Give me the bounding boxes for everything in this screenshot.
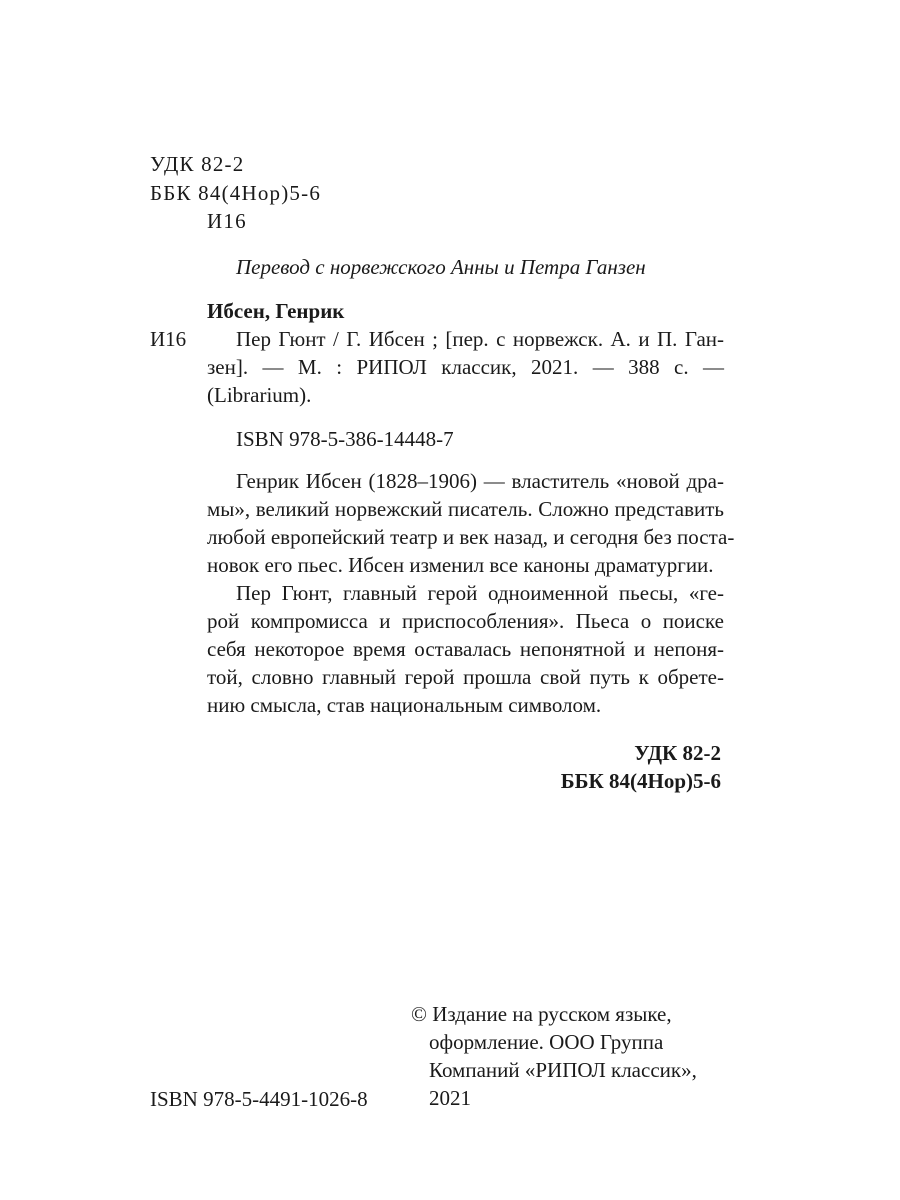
copyright-line: оформление. ООО Группа <box>429 1030 664 1054</box>
translator-note: Перевод с норвежского Анны и Петра Ганзен <box>236 255 646 279</box>
annotation-line: рой компромисса и приспособления». Пьеса о поиске <box>207 609 724 633</box>
annotation-paragraph-2 <box>207 579 724 719</box>
copyright-notice <box>411 1000 697 1112</box>
record-description-line: зен]. — М. : РИПОЛ классик, 2021. — 388 с. — <box>207 355 724 379</box>
copyright-line: Компаний «РИПОЛ классик», <box>429 1058 697 1082</box>
udk-code: УДК 82-2 <box>150 152 245 176</box>
record-author-mark: И16 <box>150 327 187 351</box>
annotation-line: той, словно главный герой прошла свой путь к обрете- <box>207 665 724 689</box>
annotation-line: себя некоторое время оставалась непонятной и непоня- <box>207 637 724 661</box>
annotation-line: Пер Гюнт, главный герой одноименной пьесы, «ге- <box>236 581 724 605</box>
annotation-line: нию смысла, став национальным символом. <box>207 693 602 717</box>
classification-bold <box>561 739 721 795</box>
annotation-line: Генрик Ибсен (1828–1906) — властитель «новой дра- <box>236 469 724 493</box>
record-description <box>207 325 724 409</box>
record-description-line: (Librarium). <box>207 383 312 407</box>
annotation-line: мы», великий норвежский писатель. Сложно представить <box>207 497 724 521</box>
footer-isbn: ISBN 978-5-4491-1026-8 <box>150 1087 368 1111</box>
copyright-line: © Издание на русском языке, <box>411 1002 672 1026</box>
annotation-paragraph-1 <box>207 467 735 579</box>
udk-code-bold: УДК 82-2 <box>634 741 721 765</box>
bbk-code-bold: ББК 84(4Нор)5-6 <box>560 769 721 793</box>
annotation-line: новок его пьес. Ибсен изменил все каноны драматургии. <box>207 553 714 577</box>
author-mark: И16 <box>207 209 247 233</box>
copyright-line: 2021 <box>429 1086 471 1110</box>
annotation-line: любой европейский театр и век назад, и сегодня без поста- <box>207 525 735 549</box>
record-heading: Ибсен, Генрик <box>207 299 345 323</box>
record-isbn: ISBN 978-5-386-14448-7 <box>236 427 454 451</box>
bbk-code: ББК 84(4Нор)5-6 <box>150 181 322 205</box>
record-description-line: Пер Гюнт / Г. Ибсен ; [пер. с норвежск. А. и П. Ган- <box>236 327 724 351</box>
